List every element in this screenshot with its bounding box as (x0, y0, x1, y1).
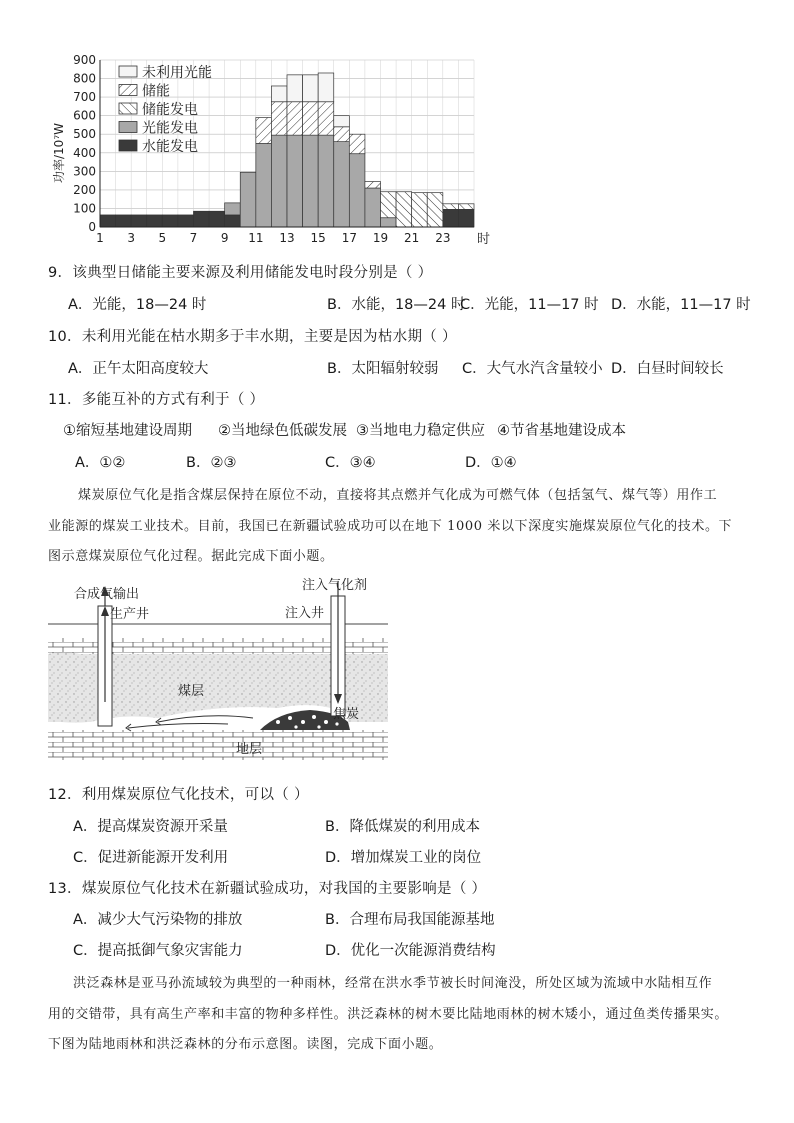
bar-segment (116, 215, 132, 227)
bar-segment (131, 215, 147, 227)
bar-segment (303, 135, 319, 227)
bar-segment (225, 215, 241, 227)
bar-segment (318, 73, 334, 102)
label-production-well: 生产井 (110, 607, 150, 622)
bar-segment (287, 102, 303, 135)
bar-segment (303, 102, 319, 135)
question-11-stem: 11．多能互补的方式有利于（ ） (48, 392, 265, 408)
x-tick-label: 19 (372, 231, 389, 245)
bar-segment (381, 192, 397, 218)
x-tick-label: 13 (279, 231, 295, 245)
x-tick-label: 15 (310, 231, 326, 245)
bar-segment (318, 135, 334, 227)
question-12-stem: 12．利用煤炭原位气化技术，可以（ ） (48, 787, 309, 803)
bar-segment (287, 75, 303, 102)
q9-option-c[interactable]: C．光能，11—17 时 (460, 297, 599, 313)
label-coke: 焦炭 (333, 707, 360, 722)
y-axis-label: 功率/10⁷W (52, 123, 66, 183)
q11-statement-1: ①缩短基地建设周期 (63, 423, 192, 439)
x-tick-label: 9 (220, 231, 229, 245)
coal-gasification-diagram (48, 572, 393, 767)
q12-option-c[interactable]: C．促进新能源开发利用 (73, 850, 229, 866)
legend-label: 储能发电 (142, 102, 198, 118)
y-tick-label: 500 (73, 127, 96, 142)
q11-option-b[interactable]: B．②③ (186, 455, 237, 471)
label-injection-well: 注入井 (285, 606, 325, 621)
x-tick-label: 23 (435, 231, 451, 245)
label-stratum: 地层 (236, 742, 263, 757)
bar-segment (412, 193, 428, 227)
q9-option-b[interactable]: B．水能，18—24 时 (327, 297, 466, 313)
bar-segment (318, 102, 334, 135)
bar-segment (443, 204, 459, 210)
bar-segment (349, 154, 365, 227)
bar-segment (287, 135, 303, 227)
legend-label: 储能 (142, 83, 170, 100)
x-tick-label: 3 (127, 231, 135, 245)
bar-segment (381, 218, 397, 227)
q12-option-d[interactable]: D．增加煤炭工业的岗位 (325, 850, 482, 866)
q12-option-a[interactable]: A．提高煤炭资源开采量 (73, 819, 228, 835)
bar-segment (443, 209, 459, 227)
bar-segment (365, 188, 381, 227)
y-tick-label: 400 (73, 145, 96, 160)
label-coal-seam: 煤层 (178, 684, 205, 699)
legend-label: 光能发电 (142, 120, 198, 137)
bar-segment (194, 211, 210, 227)
label-gas-output: 合成气输出 (74, 587, 140, 602)
q11-option-d[interactable]: D．①④ (465, 455, 517, 471)
bar-segment (271, 102, 287, 135)
bar-segment (349, 134, 365, 153)
passage-coal-line-1: 煤炭原位气化是指含煤层保持在原位不动，直接将其点燃并气化成为可燃气体（包括氢气、煤气等）用作工 (78, 488, 718, 503)
y-tick-label: 600 (73, 108, 96, 123)
y-tick-label: 700 (73, 90, 96, 105)
q13-option-c[interactable]: C．提高抵御气象灾害能力 (73, 943, 243, 959)
lower-stratum (48, 730, 388, 760)
question-10-stem: 10．未利用光能在枯水期多于丰水期，主要是因为枯水期（ ） (48, 329, 457, 345)
passage-forest-line-2: 用的交错带，具有高生产率和丰富的物种多样性。洪泛森林的树木要比陆地雨林的树木矮小，通过鱼类传播果实。 (48, 1007, 729, 1022)
legend-swatch (119, 140, 137, 151)
bar-segment (334, 127, 350, 142)
bar-segment (334, 142, 350, 227)
q11-statement-2: ②当地绿色低碳发展 (218, 423, 347, 439)
y-tick-label: 200 (73, 182, 96, 197)
bar-segment (256, 144, 272, 228)
q13-option-b[interactable]: B．合理布局我国能源基地 (325, 912, 495, 928)
legend-swatch (119, 103, 137, 114)
legend-swatch (119, 122, 137, 133)
bar-segment (256, 118, 272, 144)
q9-option-d[interactable]: D．水能，11—17 时 (611, 297, 751, 313)
q11-statement-4: ④节省基地建设成本 (497, 423, 626, 439)
q12-option-b[interactable]: B．降低煤炭的利用成本 (325, 819, 480, 835)
bar-segment (178, 215, 194, 227)
bar-segment (271, 86, 287, 102)
bar-segment (396, 192, 412, 227)
question-9-stem: 9．该典型日储能主要来源及利用储能发电时段分别是（ ） (48, 265, 433, 281)
x-tick-label: 21 (404, 231, 420, 245)
q9-option-a[interactable]: A．光能，18—24 时 (68, 297, 207, 313)
q13-option-a[interactable]: A．减少大气污染物的排放 (73, 912, 243, 928)
y-tick-label: 100 (73, 201, 96, 216)
x-tick-label: 7 (189, 231, 198, 245)
question-13-stem: 13．煤炭原位气化技术在新疆试验成功，对我国的主要影响是（ ） (48, 881, 487, 897)
bar-segment (458, 204, 474, 210)
legend-label: 未利用光能 (142, 65, 212, 81)
bar-segment (365, 182, 381, 188)
bar-segment (458, 209, 474, 227)
q11-option-c[interactable]: C．③④ (325, 455, 376, 471)
bar-segment (240, 172, 256, 227)
power-chart (40, 48, 510, 253)
bar-segment (162, 215, 178, 227)
legend-label: 水能发电 (142, 139, 198, 155)
q11-statement-3: ③当地电力稳定供应 (356, 423, 485, 439)
passage-forest-line-3: 下图为陆地雨林和洪泛森林的分布示意图。读图，完成下面小题。 (48, 1037, 443, 1052)
bar-segment (147, 215, 163, 227)
legend-swatch (119, 66, 137, 77)
q10-option-a[interactable]: A．正午太阳高度较大 (68, 361, 209, 377)
bar-segment (271, 135, 287, 227)
x-tick-label: 5 (158, 231, 167, 245)
x-tick-label: 17 (341, 231, 357, 245)
bar-segment (427, 193, 443, 227)
chart-legend (119, 64, 212, 155)
y-tick-label: 0 (88, 220, 96, 234)
passage-forest-line-1: 洪泛森林是亚马孙流域较为典型的一种雨林，经常在洪水季节被长时间淹没，所处区域为流域中水陆相互作 (73, 976, 713, 991)
x-tick-label: 1 (96, 231, 104, 245)
q10-option-b[interactable]: B．太阳辐射较弱 (327, 361, 439, 377)
label-inject-agent: 注入气化剂 (302, 578, 368, 593)
passage-coal-line-2: 业能源的煤炭工业技术。目前，我国已在新疆试验成功可以在地下 1000 米以下深度实施煤炭原位气化的技术。下 (48, 519, 733, 534)
bar-segment (100, 215, 116, 227)
x-tick-label: 11 (248, 231, 264, 245)
legend-swatch (119, 85, 137, 96)
bar-segment (209, 211, 225, 227)
bar-segment (334, 116, 350, 127)
y-tick-label: 800 (73, 71, 96, 86)
y-tick-label: 900 (73, 53, 96, 67)
q13-option-d[interactable]: D．优化一次能源消费结构 (325, 943, 496, 959)
y-tick-label: 300 (73, 164, 96, 179)
x-axis-unit: 时 (477, 232, 491, 247)
passage-coal-line-3: 图示意煤炭原位气化过程。据此完成下面小题。 (48, 549, 334, 564)
q11-option-a[interactable]: A．①② (75, 455, 126, 471)
q10-option-d[interactable]: D．白昼时间较长 (611, 361, 724, 377)
bar-segment (303, 75, 319, 102)
bar-segment (225, 203, 241, 215)
q10-option-c[interactable]: C．大气水汽含量较小 (462, 361, 603, 377)
